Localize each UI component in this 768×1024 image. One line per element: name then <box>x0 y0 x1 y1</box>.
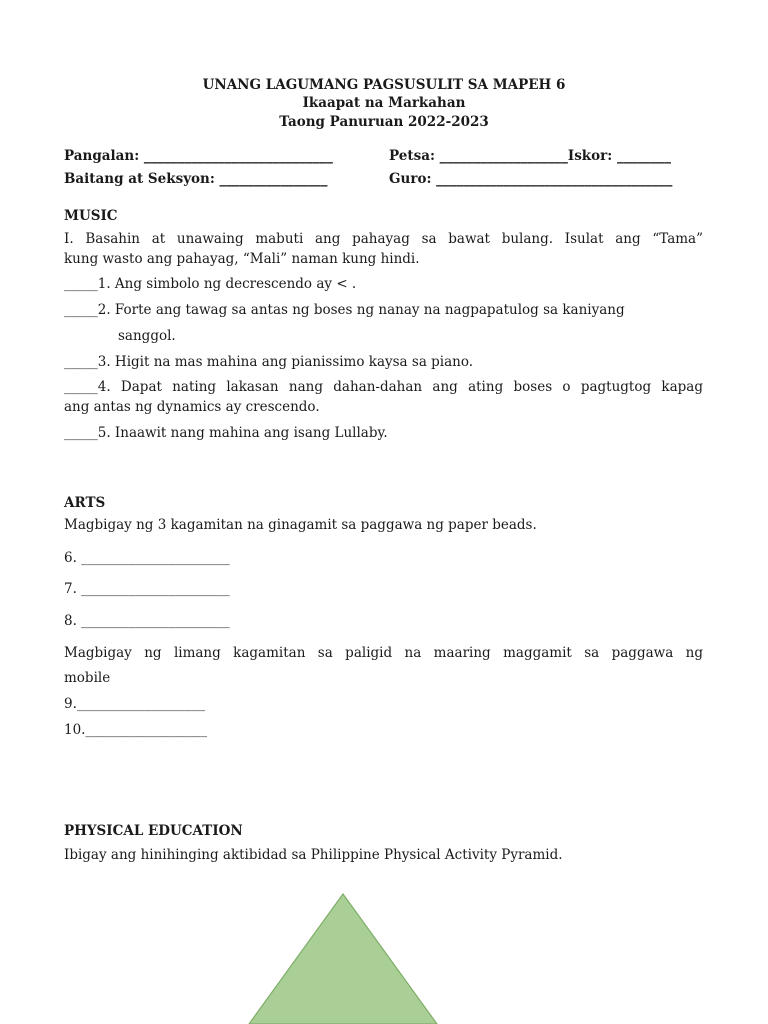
date-score-field[interactable]: Petsa: ___________________Iskor: ________ <box>389 148 671 164</box>
arts-item-10[interactable]: 10.__________________ <box>64 722 207 738</box>
music-instruction-line1: I. Basahin at unawaing mabuti ang pahayag sa bawat bulang. Isulat ang “Tama” <box>64 231 703 247</box>
arts-item-8[interactable]: 8. ______________________ <box>64 613 230 629</box>
music-instruction-line2: kung wasto ang pahayag, “Mali” naman kung hindi. <box>64 251 420 267</box>
document-title: UNANG LAGUMANG PAGSUSULIT SA MAPEH 6 <box>202 77 566 93</box>
music-item-4[interactable]: _____4. Dapat nating lakasan nang dahan-dahan ang ating boses o pagtugtog kapag <box>64 379 703 395</box>
arts-instruction-1: Magbigay ng 3 kagamitan na ginagamit sa paggawa ng paper beads. <box>64 517 537 533</box>
pe-heading: PHYSICAL EDUCATION <box>64 823 243 839</box>
teacher-field[interactable]: Guro: ___________________________________ <box>389 171 673 187</box>
activity-pyramid-triangle <box>248 893 438 1024</box>
music-item-2[interactable]: _____2. Forte ang tawag sa antas ng boses ng nanay na nagpapatulog sa kaniyang <box>64 302 625 318</box>
music-item-4-continuation: ang antas ng dynamics ay crescendo. <box>64 399 320 415</box>
music-item-3[interactable]: _____3. Higit na mas mahina ang pianissimo kaysa sa piano. <box>64 354 474 370</box>
music-item-5[interactable]: _____5. Inaawit nang mahina ang isang Lullaby. <box>64 425 388 441</box>
music-item-2-continuation: sanggol. <box>118 328 176 344</box>
music-item-1[interactable]: _____1. Ang simbolo ng decrescendo ay < . <box>64 276 357 292</box>
grade-section-field[interactable]: Baitang at Seksyon: ________________ <box>64 171 328 187</box>
school-year-subtitle: Taong Panuruan 2022-2023 <box>279 114 489 130</box>
arts-item-7[interactable]: 7. ______________________ <box>64 581 230 597</box>
music-heading: MUSIC <box>64 208 118 224</box>
name-field[interactable]: Pangalan: ____________________________ <box>64 148 333 164</box>
arts-item-6[interactable]: 6. ______________________ <box>64 550 230 566</box>
quarter-subtitle: Ikaapat na Markahan <box>302 95 466 111</box>
pe-instruction: Ibigay ang hinihinging aktibidad sa Philippine Physical Activity Pyramid. <box>64 847 563 863</box>
arts-heading: ARTS <box>64 495 106 511</box>
arts-item-9[interactable]: 9.___________________ <box>64 696 206 712</box>
arts-instruction-2-line2: mobile <box>64 670 111 686</box>
arts-instruction-2-line1: Magbigay ng limang kagamitan sa paligid na maaring maggamit sa paggawa ng <box>64 645 703 661</box>
